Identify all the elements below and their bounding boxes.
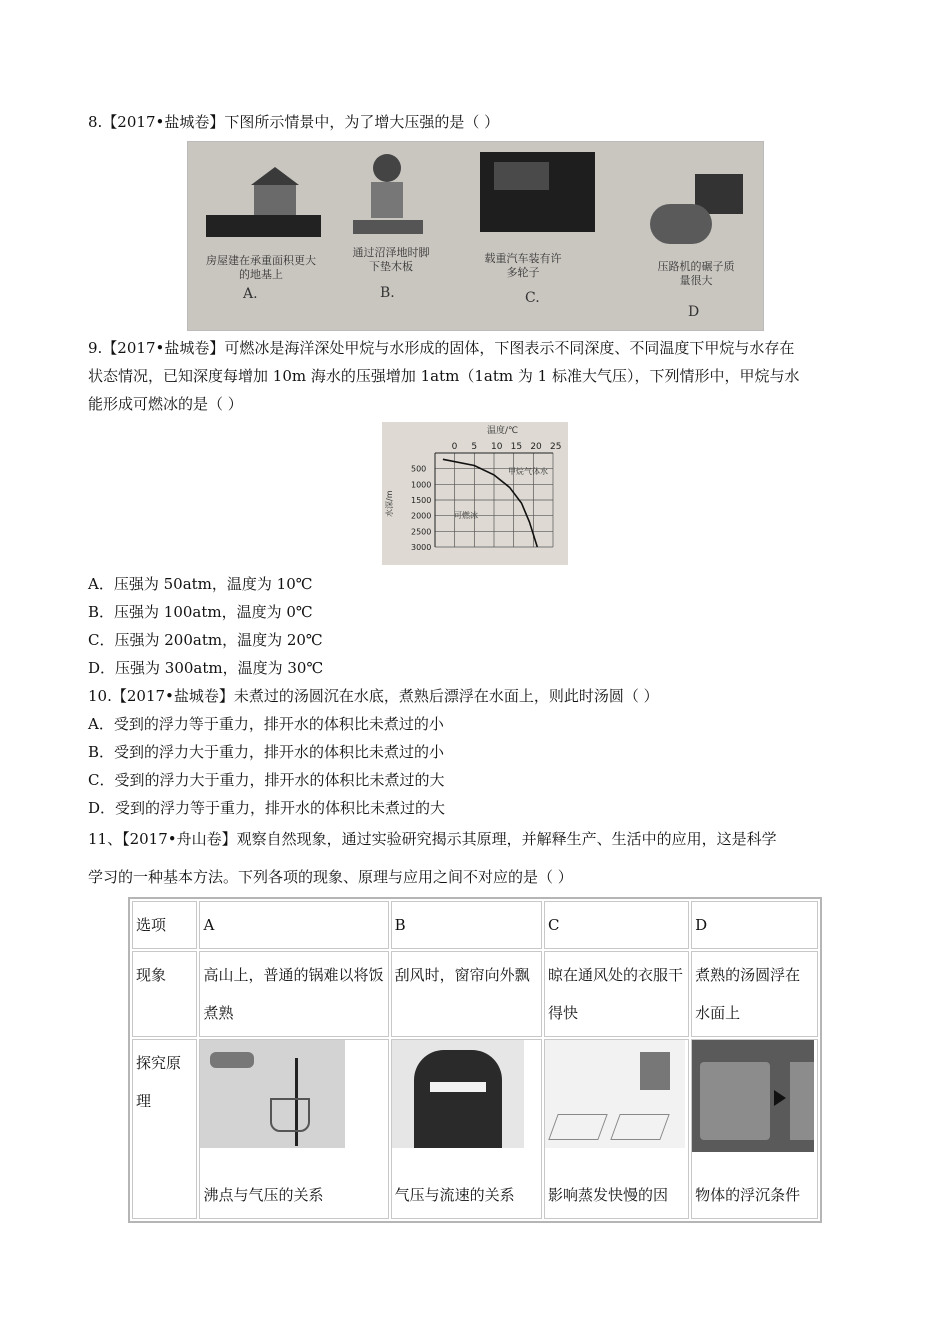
- annotation-gas-water: 甲烷气体水: [508, 467, 548, 476]
- panel-c-letter: C.: [525, 290, 540, 306]
- evaporation-photo: [545, 1040, 685, 1148]
- phenomenon-cell: 刮风时，窗帘向外飘: [391, 951, 542, 1037]
- q11-table: [128, 897, 822, 1223]
- panel-d-letter: D: [688, 304, 700, 320]
- x-tick-label: 0: [451, 442, 458, 452]
- panel-b-caption: 通过沼泽地时脚下垫木板: [352, 246, 430, 273]
- y-tick-label: 500: [411, 464, 427, 474]
- principle-cell-d: [691, 1039, 818, 1219]
- q9-option-a: A．压强为 50atm，温度为 10℃: [88, 575, 313, 593]
- q9-option-d: D．压强为 300atm，温度为 30℃: [88, 659, 324, 677]
- principle-text-c: 影响蒸发快慢的因: [547, 1186, 668, 1204]
- row-label: 探究原理: [132, 1039, 197, 1219]
- chart-title: 温度/℃: [487, 426, 519, 436]
- header-cell: 选项: [132, 901, 197, 949]
- q10-stem: 10.【2017•盐城卷】未煮过的汤圆沉在水底，煮熟后漂浮在水面上，则此时汤圆（ ）: [88, 687, 659, 705]
- table-row-principle: [132, 1039, 818, 1219]
- panel-b-letter: B.: [380, 285, 395, 301]
- phenomenon-cell: 煮熟的汤圆浮在水面上: [691, 951, 818, 1037]
- q9-stem-line-3: 能形成可燃冰的是（ ）: [88, 395, 243, 413]
- header-cell: D: [691, 901, 818, 949]
- chart-svg: [382, 422, 568, 565]
- q10-option-d: D．受到的浮力等于重力，排开水的体积比未煮过的大: [88, 799, 446, 817]
- x-tick-label: 5: [471, 442, 478, 452]
- q11-stem-line-1: 11、【2017•舟山卷】观察自然现象，通过实验研究揭示其原理，并解释生产、生活中的应用，这是科学: [88, 830, 777, 848]
- y-tick-label: 2500: [411, 527, 432, 537]
- principle-cell-a: [199, 1039, 388, 1219]
- child-illustration: [353, 154, 423, 239]
- q10-option-a: A．受到的浮力等于重力，排开水的体积比未煮过的小: [88, 715, 444, 733]
- panel-a-letter: A.: [243, 286, 258, 302]
- depth-temperature-chart: [382, 422, 568, 565]
- phenomenon-cell: 晾在通风处的衣服干得快: [544, 951, 689, 1037]
- house-illustration: [206, 167, 321, 237]
- y-tick-label: 1500: [411, 496, 432, 505]
- panel-c-caption: 载重汽车装有许多轮子: [484, 252, 562, 279]
- q8-stem: 8.【2017•盐城卷】下图所示情景中，为了增大压强的是（ ）: [88, 113, 500, 131]
- boiling-experiment-photo: [200, 1040, 345, 1148]
- table-header-row: [132, 901, 818, 949]
- header-cell: B: [391, 901, 542, 949]
- q11-stem-line-2: 学习的一种基本方法。下列各项的现象、原理与应用之间不对应的是（ ）: [88, 868, 573, 886]
- principle-text-b: 气压与流速的关系: [394, 1186, 515, 1204]
- q9-option-c: C．压强为 200atm，温度为 20℃: [88, 631, 323, 649]
- floating-sinking-photo: [692, 1040, 814, 1152]
- q9-stem-line-1: 9.【2017•盐城卷】可燃冰是海洋深处甲烷与水形成的固体，下图表示不同深度、不同温度下甲烷与水存在: [88, 339, 795, 357]
- y-tick-label: 2000: [411, 511, 432, 521]
- q10-option-b: B．受到的浮力大于重力，排开水的体积比未煮过的小: [88, 743, 445, 761]
- y-axis-label: 水深/m: [385, 490, 394, 517]
- panel-a-caption: 房屋建在承重面积更大的地基上: [206, 254, 316, 281]
- q10-option-c: C．受到的浮力大于重力，排开水的体积比未煮过的大: [88, 771, 445, 789]
- y-tick-label: 1000: [411, 480, 432, 490]
- roller-illustration: [650, 174, 758, 244]
- x-tick-label: 10: [491, 442, 503, 452]
- principle-cell-b: [391, 1039, 542, 1219]
- panel-d-caption: 压路机的碾子质量很大: [657, 260, 735, 287]
- phenomenon-cell: 高山上，普通的锅难以将饭煮熟: [199, 951, 388, 1037]
- x-tick-label: 15: [510, 442, 523, 452]
- header-cell: C: [544, 901, 689, 949]
- q8-figure: [187, 141, 764, 331]
- y-tick-label: 3000: [411, 543, 432, 552]
- blowing-paper-photo: [392, 1040, 524, 1148]
- principle-text-a: 沸点与气压的关系: [203, 1186, 324, 1204]
- principle-text-d: 物体的浮沉条件: [695, 1186, 801, 1204]
- x-tick-label: 25: [550, 442, 562, 452]
- row-label: 现象: [132, 951, 197, 1037]
- x-tick-label: 20: [530, 442, 542, 452]
- header-cell: A: [199, 901, 388, 949]
- q9-option-b: B．压强为 100atm，温度为 0℃: [88, 603, 313, 621]
- annotation-combustible-ice: 可燃冰: [454, 511, 478, 520]
- truck-illustration: [480, 152, 595, 232]
- q9-stem-line-2: 状态情况，已知深度每增加 10m 海水的压强增加 1atm（1atm 为 1 标准大气压），下列情形中，甲烷与水: [88, 367, 800, 385]
- table-row-phenomenon: [132, 951, 818, 1037]
- principle-cell-c: [544, 1039, 689, 1219]
